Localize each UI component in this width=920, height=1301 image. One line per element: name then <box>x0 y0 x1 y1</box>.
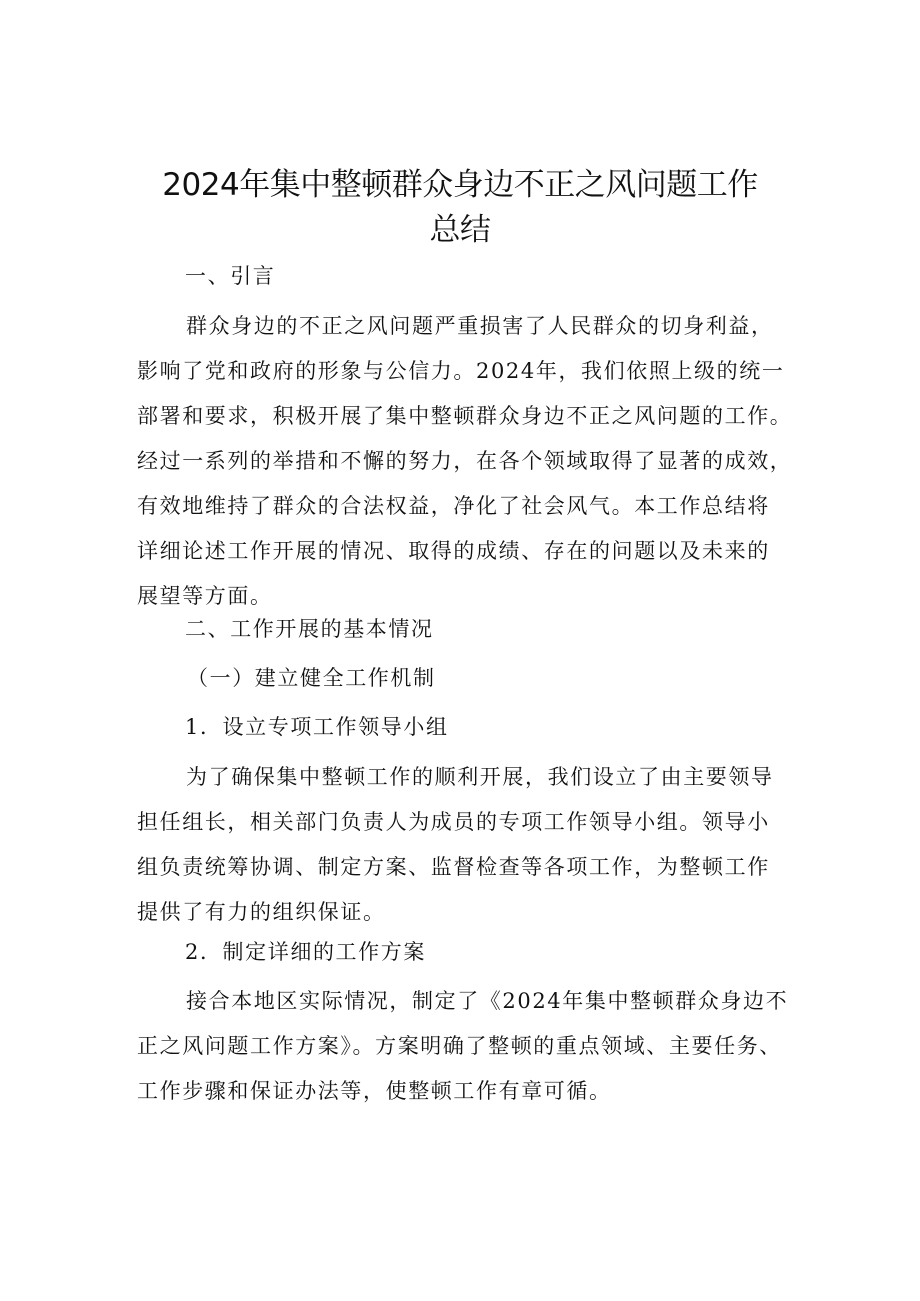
paragraph-line: 正之风问题工作方案》。方案明确了整顿的重点领域、主要任务、 <box>137 1034 782 1058</box>
paragraph-line: 有效地维持了群众的合法权益，净化了社会风气。本工作总结将 <box>137 494 770 518</box>
paragraph-line: 详细论述工作开展的情况、取得的成绩、存在的问题以及未来的 <box>137 539 770 563</box>
intro-paragraph <box>137 304 793 619</box>
paragraph-line: 提供了有力的组织保证。 <box>137 900 386 924</box>
item-1-paragraph <box>137 755 787 935</box>
item-heading-1: 1．设立专项工作领导小组 <box>185 715 449 739</box>
paragraph-line: 为了确保集中整顿工作的顺利开展，我们设立了由主要领导 <box>186 765 774 789</box>
paragraph-line: 影响了党和政府的形象与公信力。2024年，我们依照上级的统一 <box>137 359 785 383</box>
paragraph-line: 群众身边的不正之风问题严重损害了人民群众的切身利益， <box>186 314 774 338</box>
document-title-line-1: 2024年集中整顿群众身边不正之风问题工作 <box>162 167 758 203</box>
item-heading-2: 2．制定详细的工作方案 <box>185 940 426 964</box>
item-2-paragraph <box>137 979 787 1114</box>
paragraph-line: 部署和要求，积极开展了集中整顿群众身边不正之风问题的工作。 <box>137 404 793 428</box>
section-heading-intro: 一、引言 <box>185 264 276 288</box>
paragraph-line: 接合本地区实际情况，制定了《2024年集中整顿群众身边不 <box>186 989 789 1013</box>
document-title-line-2: 总结 <box>429 212 491 248</box>
subsection-heading-1: （一）建立健全工作机制 <box>187 666 436 690</box>
paragraph-line: 经过一系列的举措和不懈的努力，在各个领域取得了显著的成效， <box>137 449 793 473</box>
paragraph-line: 工作步骤和保证办法等，使整顿工作有章可循。 <box>137 1079 612 1103</box>
paragraph-line: 组负责统筹协调、制定方案、监督检查等各项工作，为整顿工作 <box>137 855 770 879</box>
section-heading-basic: 二、工作开展的基本情况 <box>185 617 434 641</box>
paragraph-line: 展望等方面。 <box>137 584 273 608</box>
paragraph-line: 担任组长，相关部门负责人为成员的专项工作领导小组。领导小 <box>137 810 770 834</box>
